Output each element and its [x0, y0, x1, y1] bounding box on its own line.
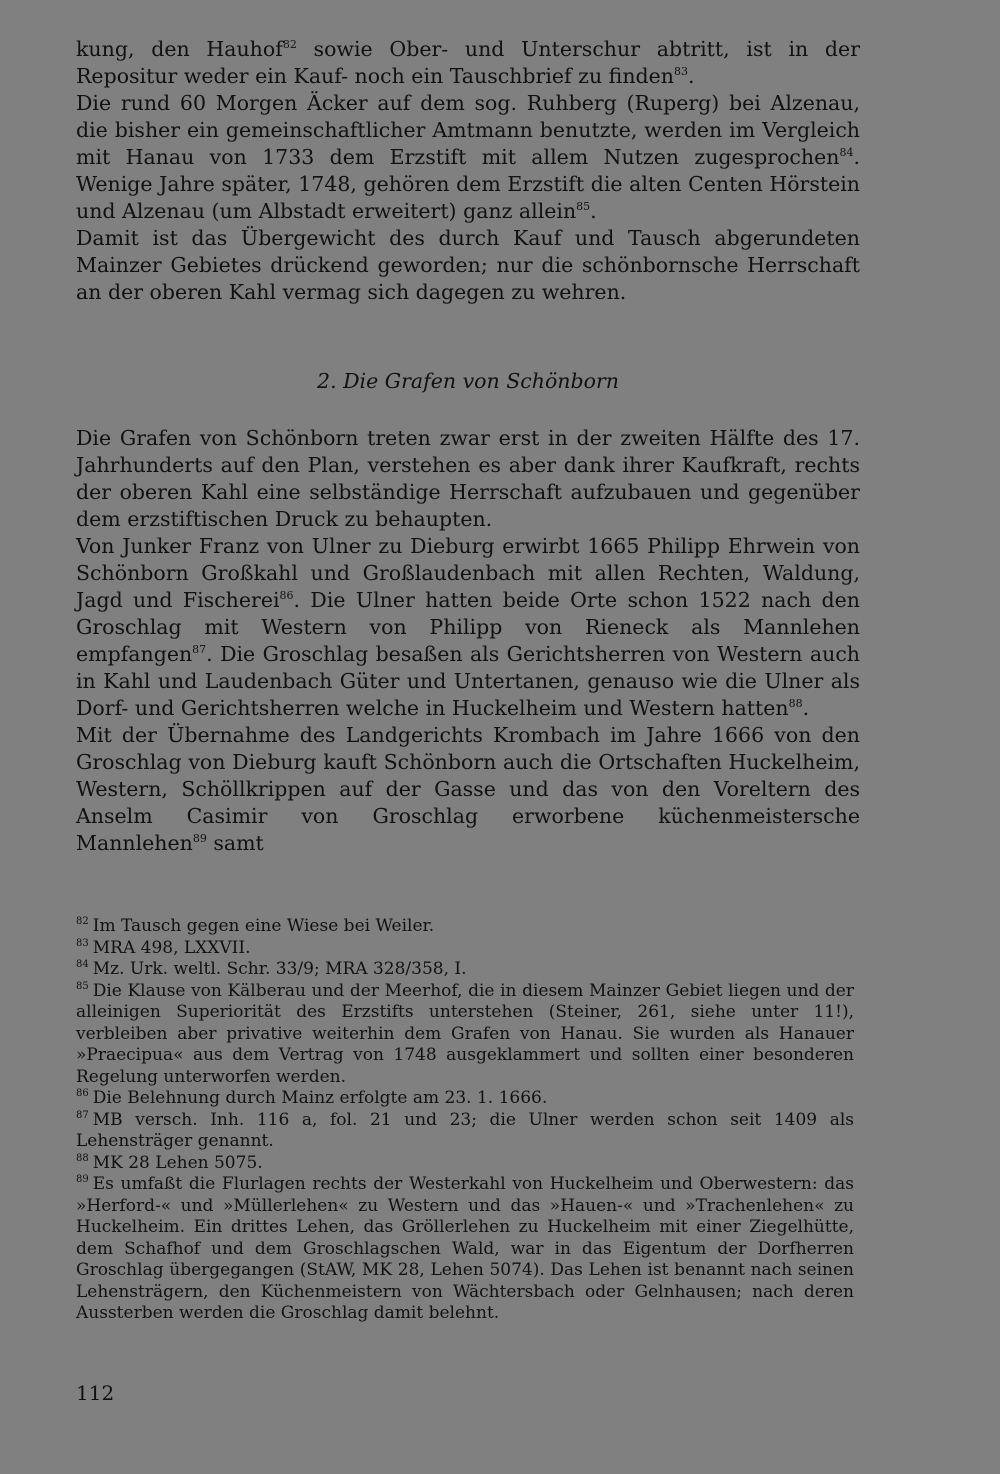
text-run: . Die Ulner hatten beide Orte schon 1522 nach den Groschlag mit Western von Philipp von Rieneck als Mannlehen empfangen [76, 588, 860, 666]
footnote-reference: 86 [279, 589, 294, 602]
footnote-number: 88 [76, 1152, 89, 1164]
footnote-number: 89 [76, 1174, 89, 1185]
footnote-reference: 87 [192, 643, 207, 656]
footnote [76, 1153, 854, 1175]
footnote-number: 86 [76, 1088, 89, 1099]
text-run: . [802, 696, 810, 720]
footnote-text: Die Klause von Kälberau und der Meerhof, die in diesem Mainzer Gebiet liegen und der alleinigen Superiorität des Erzstifts unterstehen (Steiner, 261, siehe unter 11!), verbleiben aber privative weiterhin dem Grafen von Hanau. Sie wurden als Hanauer »Praecipua« aus dem Vertrag von 1748 ausgeklammert und sollten einer besonderen Regelung unterworfen werden. [76, 980, 854, 1087]
footnote-text: MB versch. Inh. 116 a, fol. 21 und 23; die Ulner werden schon seit 1409 als Lehensträger genannt. [76, 1109, 854, 1151]
paragraph [76, 425, 860, 533]
text-run: Damit ist das Übergewicht des durch Kauf und Tausch abgerundeten Mainzer Gebietes drückend geworden; nur die schönbornsche Herrschaft an der oberen Kahl vermag sich dagegen zu wehren. [76, 226, 860, 304]
text-run: kung, den Hauhof [76, 37, 283, 61]
footnote-text: Es umfaßt die Flurlagen rechts der Westerkahl von Huckelheim und Oberwestern: das »Herford-« und »Müllerlehen« zu Western und das »Hauen-« und »Trachenlehen« zu Huckelheim. Ein drittes Lehen, das Gröllerlehen zu Huckelheim mit einer Ziegelhütte, dem Schafhof und dem Groschlagschen Wald, war in das Eigentum der Dorfherren Groschlag übergegangen (StAW, MK 28, Lehen 5074). Das Lehen ist benannt nach seinen Lehensträgern, den Küchenmeistern von Wächtersbach oder Gelnhausen; nach deren Aussterben werden die Groschlag damit belehnt. [76, 1174, 854, 1323]
footnote [76, 938, 854, 960]
footnote-reference: 89 [192, 832, 207, 845]
footnote-text: Im Tausch gegen eine Wiese bei Weiler. [92, 916, 435, 936]
text-run: Von Junker Franz von Ulner zu Dieburg erwirbt 1665 Philipp Ehrwein von Schönborn Großkahl und Großlaudenbach mit allen Rechten, Waldung, Jagd und Fischerei [76, 534, 860, 612]
text-run: . Wenige Jahre später, 1748, gehören dem Erzstift die alten Centen Hörstein und Alzenau (um Albstadt erweitert) ganz allein [76, 145, 860, 223]
footnote-text: Die Belehnung durch Mainz erfolgte am 23. 1. 1666. [92, 1088, 548, 1108]
footnote [76, 1088, 854, 1110]
text-run: . Die Groschlag besaßen als Gerichtsherren von Western auch in Kahl und Laudenbach Güter und Untertanen, genauso wie die Ulner als Dorf- und Gerichtsherren welche in Huckelheim und Western hatten [76, 642, 860, 720]
footnote-reference: 85 [576, 200, 591, 213]
paragraph [76, 36, 860, 90]
text-run: samt [206, 831, 264, 855]
footnote-number: 87 [76, 1109, 89, 1121]
body-text-section-1 [76, 36, 860, 306]
footnote [76, 1174, 854, 1325]
footnote-text: Mz. Urk. weltl. Schr. 33/9; MRA 328/358, I. [92, 959, 467, 979]
text-run: Die rund 60 Morgen Äcker auf dem sog. Ruhberg (Ruperg) bei Alzenau, die bisher ein gemeinschaftlicher Amtmann benutzte, werden im Vergleich mit Hanau von 1733 dem Erzstift mit allem Nutzen zugesprochen [76, 91, 860, 169]
footnote-number: 83 [76, 937, 89, 949]
footnote-number: 84 [76, 959, 89, 970]
footnote-number: 85 [76, 980, 89, 992]
footnote-text: MRA 498, LXXVII. [92, 937, 251, 958]
paragraph [76, 225, 860, 306]
paragraph [76, 722, 860, 857]
text-run: Mit der Übernahme des Landgerichts Krombach im Jahre 1666 von den Groschlag von Dieburg kauft Schönborn auch die Ortschaften Huckelheim, Western, Schöllkrippen auf der Gasse und das von den Voreltern des Anselm Casimir von Groschlag erworbene küchenmeistersche Mannlehen [76, 723, 860, 855]
body-text-section-2 [76, 425, 860, 857]
paragraph [76, 533, 860, 722]
paragraph [76, 90, 860, 225]
footnote-number: 82 [76, 916, 89, 927]
footnote-reference: 84 [839, 146, 854, 159]
text-run: sowie Ober- und Unterschur abtritt, ist in der Repositur weder ein Kauf- noch ein Tauschbrief zu finden [76, 37, 860, 88]
footnote-reference: 82 [282, 38, 297, 51]
footnote-reference: 83 [674, 65, 688, 78]
section-heading: 2. Die Grafen von Schönborn [317, 369, 619, 393]
text-run: . [688, 64, 695, 88]
footnote [76, 916, 854, 938]
text-run: Die Grafen von Schönborn treten zwar erst in der zweiten Hälfte des 17. Jahrhunderts auf den Plan, verstehen es aber dank ihrer Kaufkraft, rechts der oberen Kahl eine selbständige Herrschaft aufzubauen und gegenüber dem erzstiftischen Druck zu behaupten. [76, 426, 860, 531]
footnote [76, 959, 854, 981]
footnotes [76, 916, 854, 1325]
footnote-text: MK 28 Lehen 5075. [92, 1152, 263, 1173]
footnote-reference: 88 [788, 697, 803, 710]
page-number: 112 [76, 1381, 115, 1405]
footnote [76, 981, 854, 1089]
footnote [76, 1110, 854, 1153]
text-run: . [590, 199, 597, 223]
